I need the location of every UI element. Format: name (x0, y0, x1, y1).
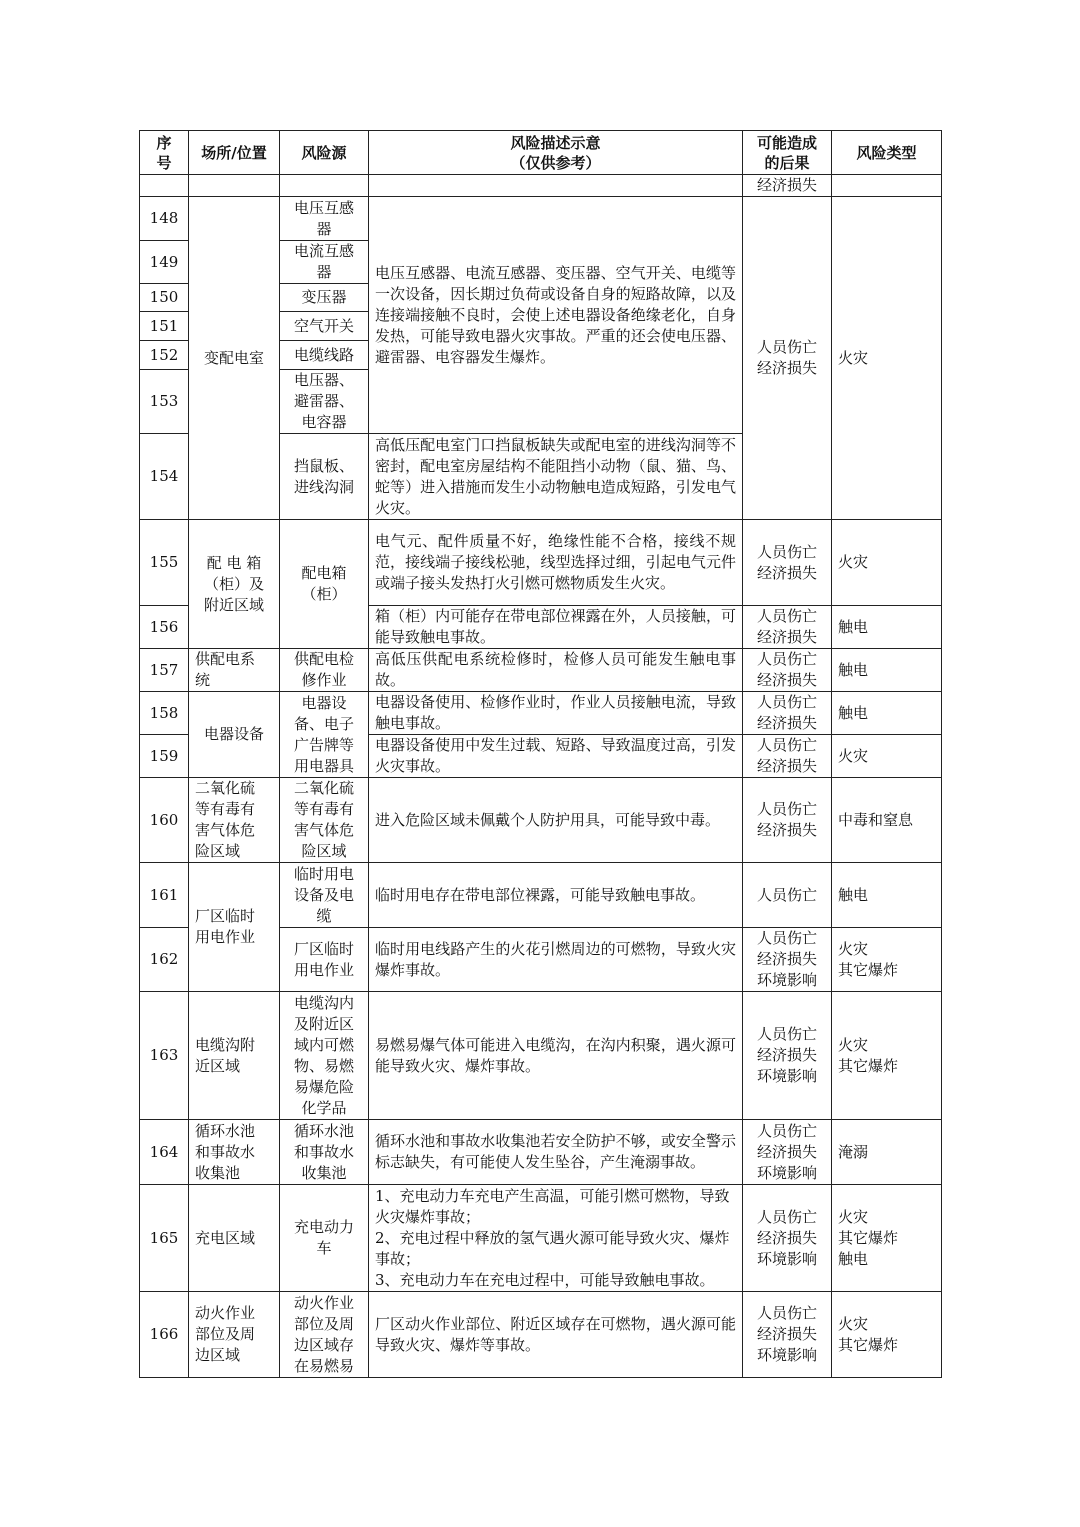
consequence-cell: 人员伤亡 经济损失 (743, 735, 832, 778)
consequence-cell: 人员伤亡 经济损失 (743, 606, 832, 649)
header-location: 场所/位置 (189, 131, 280, 175)
source-cell: 电缆沟内 及附近区 域内可燃 物、易燃 易爆危险 化学品 (280, 992, 369, 1120)
source-cell: 动火作业 部位及周 边区域存 在易燃易 (280, 1292, 369, 1378)
location-cell: 二氧化硫 等有毒有 害气体危 险区域 (189, 778, 280, 863)
description-cell: 临时用电线路产生的火花引燃周边的可燃物，导致火灾爆炸事故。 (369, 928, 743, 992)
description-cell: 易燃易爆气体可能进入电缆沟，在沟内积聚，遇火源可能导致火灾、爆炸事故。 (369, 992, 743, 1120)
header-risk-type: 风险类型 (832, 131, 942, 175)
row-number: 160 (140, 778, 189, 863)
consequence-cell: 人员伤亡 经济损失 (743, 778, 832, 863)
source-cell: 变压器 (280, 284, 369, 312)
risk-type-cell: 火灾 其它爆炸 (832, 928, 942, 992)
source-cell: 充电动力 车 (280, 1185, 369, 1292)
header-description: 风险描述示意 （仅供参考） (369, 131, 743, 175)
consequence-cell: 人员伤亡 经济损失 (743, 520, 832, 606)
risk-type-cell: 淹溺 (832, 1120, 942, 1185)
description-cell: 循环水池和事故水收集池若安全防护不够，或安全警示标志缺失，有可能使人发生坠谷，产生淹溺事故。 (369, 1120, 743, 1185)
header-no: 序 号 (140, 131, 189, 175)
location-cell: 配 电 箱 （柜）及 附近区域 (189, 520, 280, 649)
description-cell: 高低压配电室门口挡鼠板缺失或配电室的进线沟洞等不密封，配电室房屋结构不能阻挡小动物（鼠、猫、鸟、蛇等）进入措施而发生小动物触电造成短路，引发电气火灾。 (369, 434, 743, 520)
description-cell: 进入危险区域未佩戴个人防护用具，可能导致中毒。 (369, 778, 743, 863)
row-number: 154 (140, 434, 189, 520)
risk-type-cell: 中毒和窒息 (832, 778, 942, 863)
description-cell: 电器设备使用中发生过载、短路、导致温度过高，引发火灾事故。 (369, 735, 743, 778)
source-cell: 二氧化硫 等有毒有 害气体危 险区域 (280, 778, 369, 863)
carry-over-consequence: 经济损失 (743, 175, 832, 197)
location-cell: 动火作业 部位及周 边区域 (189, 1292, 280, 1378)
location-cell: 循环水池 和事故水 收集池 (189, 1120, 280, 1185)
risk-table (139, 130, 942, 1378)
source-cell: 配电箱 （柜） (280, 520, 369, 649)
risk-type-cell: 火灾 其它爆炸 (832, 1292, 942, 1378)
table-row (140, 778, 942, 863)
risk-type-cell: 触电 (832, 863, 942, 928)
source-cell: 空气开关 (280, 312, 369, 341)
source-cell: 电流互感 器 (280, 241, 369, 284)
row-number: 164 (140, 1120, 189, 1185)
risk-type-cell: 触电 (832, 692, 942, 735)
row-number: 149 (140, 241, 189, 284)
table-row (140, 520, 942, 606)
row-number: 159 (140, 735, 189, 778)
table-row (140, 1292, 942, 1378)
table-row (140, 1185, 942, 1292)
table-row (140, 197, 942, 241)
header-consequence: 可能造成 的后果 (743, 131, 832, 175)
row-number: 158 (140, 692, 189, 735)
consequence-cell: 人员伤亡 (743, 863, 832, 928)
source-cell: 挡鼠板、 进线沟洞 (280, 434, 369, 520)
risk-type-cell: 火灾 其它爆炸 (832, 992, 942, 1120)
description-cell: 电压互感器、电流互感器、变压器、空气开关、电缆等一次设备，因长期过负荷或设备自身的短路故障，以及连接端接触不良时，会使上述电器设备绝缘老化，自身发热，可能导致电器火灾事故。严重的还会使电压器、避雷器、电容器发生爆炸。 (369, 197, 743, 434)
location-cell: 变配电室 (189, 197, 280, 520)
row-number: 150 (140, 284, 189, 312)
location-cell: 供配电系 统 (189, 649, 280, 692)
row-number: 151 (140, 312, 189, 341)
table-row (140, 992, 942, 1120)
row-number: 153 (140, 370, 189, 434)
source-cell: 电器设 备、电子 广告牌等 用电器具 (280, 692, 369, 778)
header-source: 风险源 (280, 131, 369, 175)
row-number: 161 (140, 863, 189, 928)
row-number: 155 (140, 520, 189, 606)
row-number: 156 (140, 606, 189, 649)
table-row (140, 649, 942, 692)
location-cell: 电缆沟附 近区域 (189, 992, 280, 1120)
location-cell: 充电区域 (189, 1185, 280, 1292)
consequence-cell: 人员伤亡 经济损失 环境影响 (743, 928, 832, 992)
description-cell: 1、充电动力车充电产生高温，可能引燃可燃物，导致火灾爆炸事故； 2、充电过程中释放的氢气遇火源可能导致火灾、爆炸事故； 3、充电动力车在充电过程中，可能导致触电事故。 (369, 1185, 743, 1292)
row-number: 162 (140, 928, 189, 992)
location-cell: 电器设备 (189, 692, 280, 778)
source-cell: 供配电检 修作业 (280, 649, 369, 692)
description-cell: 临时用电存在带电部位裸露，可能导致触电事故。 (369, 863, 743, 928)
consequence-cell: 人员伤亡 经济损失 (743, 692, 832, 735)
consequence-cell: 人员伤亡 经济损失 (743, 197, 832, 520)
consequence-cell: 人员伤亡 经济损失 环境影响 (743, 1120, 832, 1185)
table-header-row (140, 131, 942, 175)
source-cell: 临时用电 设备及电 缆 (280, 863, 369, 928)
row-number: 166 (140, 1292, 189, 1378)
row-number: 157 (140, 649, 189, 692)
description-cell: 箱（柜）内可能存在带电部位裸露在外，人员接触，可能导致触电事故。 (369, 606, 743, 649)
table-row (140, 692, 942, 735)
consequence-cell: 人员伤亡 经济损失 环境影响 (743, 1292, 832, 1378)
table-row (140, 1120, 942, 1185)
risk-type-cell: 火灾 (832, 735, 942, 778)
row-number: 148 (140, 197, 189, 241)
source-cell: 电压器、 避雷器、 电容器 (280, 370, 369, 434)
source-cell: 厂区临时 用电作业 (280, 928, 369, 992)
location-cell: 厂区临时 用电作业 (189, 863, 280, 992)
source-cell: 电压互感 器 (280, 197, 369, 241)
description-cell: 高低压供配电系统检修时，检修人员可能发生触电事故。 (369, 649, 743, 692)
source-cell: 循环水池 和事故水 收集池 (280, 1120, 369, 1185)
risk-type-cell: 触电 (832, 649, 942, 692)
description-cell: 电气元、配件质量不好，绝缘性能不合格，接线不规范，接线端子接线松驰，线型选择过细，引起电气元件或端子接头发热打火引燃可燃物质发生火灾。 (369, 520, 743, 606)
consequence-cell: 人员伤亡 经济损失 环境影响 (743, 1185, 832, 1292)
consequence-cell: 人员伤亡 经济损失 (743, 649, 832, 692)
risk-type-cell: 火灾 (832, 520, 942, 606)
row-number: 152 (140, 341, 189, 370)
risk-type-cell: 火灾 (832, 197, 942, 520)
description-cell: 电器设备使用、检修作业时，作业人员接触电流，导致触电事故。 (369, 692, 743, 735)
table-row (140, 175, 942, 197)
risk-type-cell: 触电 (832, 606, 942, 649)
risk-type-cell: 火灾 其它爆炸 触电 (832, 1185, 942, 1292)
table-row (140, 863, 942, 928)
description-cell: 厂区动火作业部位、附近区域存在可燃物，遇火源可能导致火灾、爆炸等事故。 (369, 1292, 743, 1378)
consequence-cell: 人员伤亡 经济损失 环境影响 (743, 992, 832, 1120)
source-cell: 电缆线路 (280, 341, 369, 370)
row-number: 163 (140, 992, 189, 1120)
row-number: 165 (140, 1185, 189, 1292)
